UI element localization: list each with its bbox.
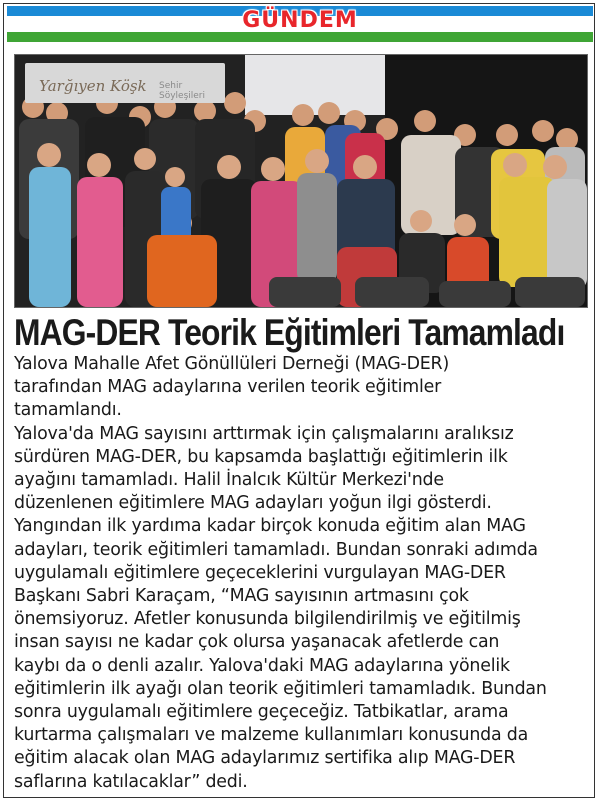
section-header bbox=[7, 6, 593, 42]
article-line: Başkanı Sabri Karaçam, “MAG sayısının artmasını çok bbox=[14, 586, 469, 607]
group-photo bbox=[14, 54, 588, 308]
article-headline: MAG-DER Teorik Eğitimleri Tamamladı bbox=[14, 312, 565, 353]
article-line: tamamlandı. bbox=[14, 400, 122, 421]
article-line: Yangından ilk yardıma kadar birçok konuda eğitim alan MAG bbox=[14, 516, 526, 537]
banner-subtitle: Sehir Söyleşileri bbox=[159, 81, 206, 101]
article-line: sürdüren MAG-DER, bu kapsamda başlattığı eğitimlerin ilk bbox=[14, 446, 508, 467]
article-line: saflarına katılacaklar” dedi. bbox=[14, 771, 248, 792]
article-line: önemsiyoruz. Afetler konusunda bilgilendirilmiş ve eğitilmiş bbox=[14, 609, 521, 630]
article-line: uygulamalı eğitimlere geçeceklerini vurgulayan MAG-DER bbox=[14, 562, 506, 583]
section-label: GÜNDEM bbox=[242, 8, 358, 33]
article-line: ayağını tamamladı. Halil İnalcık Kültür Merkezi'nde bbox=[14, 470, 444, 491]
header-green-stripe bbox=[7, 32, 593, 42]
article-line: kurtarma çalışmaları ve malzeme kullanımları konusunda da bbox=[14, 725, 529, 746]
banner-sign bbox=[25, 63, 225, 103]
article-line: tarafından MAG adaylarına verilen teorik eğitimler bbox=[14, 377, 442, 398]
article-line: eğitim alacak olan MAG adaylarımız sertifika alıp MAG-DER bbox=[14, 748, 516, 769]
article-line: Yalova Mahalle Afet Gönüllüleri Derneği (MAG-DER) bbox=[14, 354, 450, 374]
article-line: insan sayısı ne kadar çok olursa yaşanacak afetlerde can bbox=[14, 632, 500, 653]
article-body bbox=[14, 353, 594, 794]
article-line: kaybı da o denli azalır. Yalova'daki MAG adaylarına yönelik bbox=[14, 655, 510, 676]
banner-title: Yarğıyen Köşk bbox=[39, 77, 147, 95]
article-line: düzenlenen eğitimlere MAG adayları yoğun ilgi gösterdi. bbox=[14, 493, 492, 514]
article-line: Yalova'da MAG sayısını arttırmak için çalışmalarını aralıksız bbox=[14, 423, 514, 444]
article-line: adayları, teorik eğitimleri tamamladı. Bundan sonraki adımda bbox=[14, 539, 538, 560]
article-line: eğitimlerin ilk ayağı olan teorik eğitimleri tamamladık. Bundan bbox=[14, 678, 547, 699]
article-line: sonra uygulamalı eğitimlere geçeceğiz. Tatbikatlar, arama bbox=[14, 702, 509, 723]
